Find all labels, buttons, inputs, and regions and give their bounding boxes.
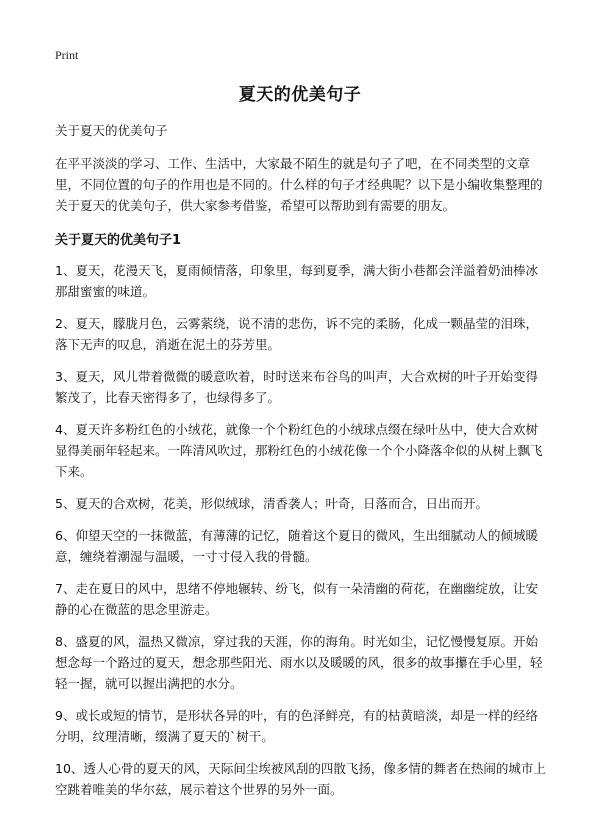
section-heading: 关于夏天的优美句子1 — [55, 233, 182, 248]
list-item: 9、或长或短的情节，是形状各异的叶，有的色泽鲜亮，有的枯黄暗淡，却是一样的经络分明，纹理清晰，缀满了夏天的`树干。 — [55, 708, 538, 744]
article-body — [55, 120, 550, 811]
page-title: 夏天的优美句子 — [238, 85, 362, 105]
article-subtitle: 关于夏天的优美句子 — [55, 123, 168, 138]
list-item: 1、夏天，花漫天飞，夏雨倾情落，印象里，每到夏季，满大街小巷都会洋溢着奶油棒冰那甜蜜蜜的味道。 — [55, 263, 538, 299]
list-item: 8、盛夏的风，温热又微凉，穿过我的天涯，你的海角。时光如尘，记忆慢慢复原。开始想念每一个路过的夏天，想念那些阳光、雨水以及暖暖的风，很多的故事攥在手心里，轻轻一握，就可以握出满把的水分。 — [55, 634, 543, 691]
list-item: 3、夏天，风儿带着微微的暖意吹着，时时送来布谷鸟的叫声，大合欢树的叶子开始变得繁茂了，比春天密得多了，也绿得多了。 — [55, 369, 538, 405]
list-item: 4、夏天许多粉红色的小绒花，就像一个个粉红色的小绒球点缀在绿叶丛中，使大合欢树显得美丽年轻起来。一阵清风吹过，那粉红色的小绒花像一个个小降落伞似的从树上飘飞下来。 — [55, 422, 543, 479]
intro-paragraph: 在平平淡淡的学习、工作、生活中，大家最不陌生的就是句子了吧，在不同类型的文章里，不同位置的句子的作用也是不同的。什么样的句子才经典呢？以下是小编收集整理的关于夏天的优美句子，供大家参考借鉴，希望可以帮助到有需要的朋友。 — [55, 156, 543, 213]
print-link[interactable]: Print — [55, 48, 79, 62]
list-item: 2、夏天，朦胧月色，云雾萦绕，说不清的悲伤，诉不完的柔肠，化成一颗晶莹的泪珠，落下无声的叹息，消逝在泥土的芬芳里。 — [55, 316, 538, 352]
list-item: 5、夏天的合欢树，花美，形似绒球，清香袭人；叶奇，日落而合，日出而开。 — [55, 496, 488, 511]
list-item: 6、仰望天空的一抹微蓝，有薄薄的记忆，随着这个夏日的微风，生出细腻动人的倾城暖意，缠绕着潮湿与温暖，一寸寸侵入我的骨髓。 — [55, 528, 538, 564]
list-item: 7、走在夏日的风中，思绪不停地辗转、纷飞，似有一朵清幽的荷花，在幽幽绽放，让安静的心在微蓝的思念里游走。 — [55, 581, 538, 617]
list-item: 10、透人心骨的夏天的风，天际间尘埃被风刮的四散飞扬，像多情的舞者在热闹的城市上空跳着唯美的华尔兹，展示着这个世界的另外一面。 — [55, 761, 546, 797]
